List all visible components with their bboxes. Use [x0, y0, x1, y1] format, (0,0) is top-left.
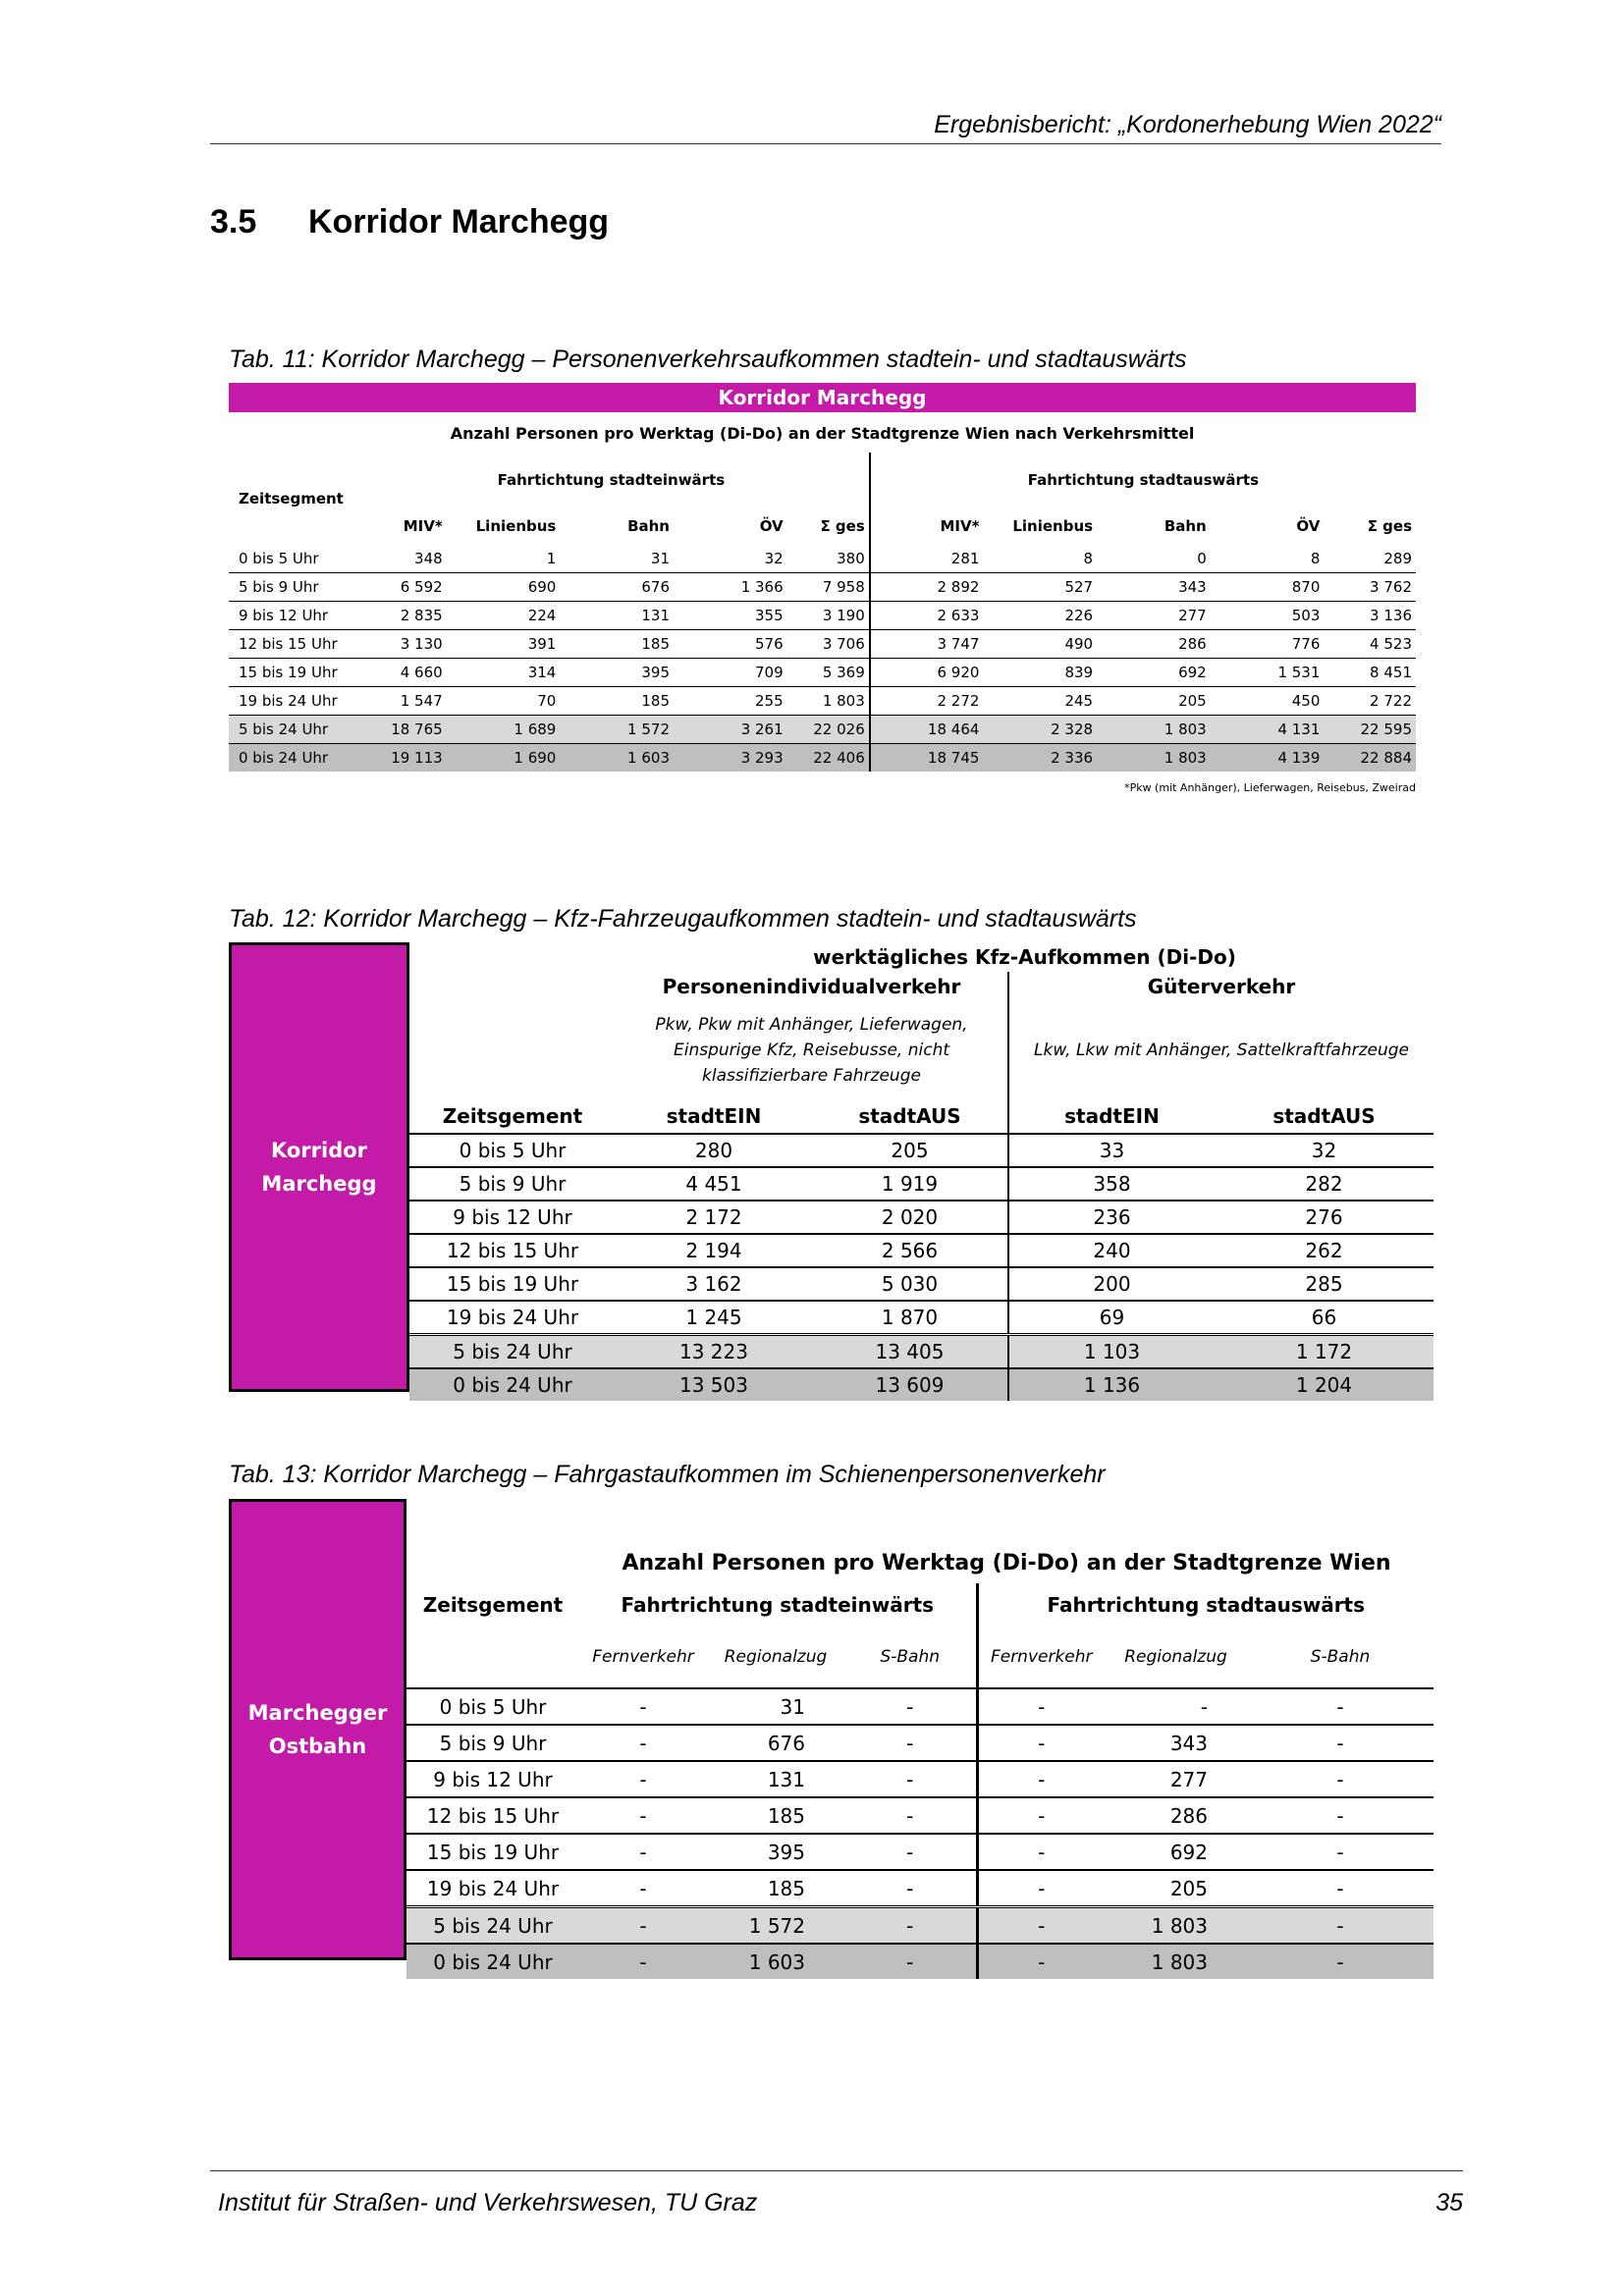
page-footer: [210, 2170, 1463, 2216]
table-11-row: [229, 545, 1416, 573]
table-13-row: [406, 1797, 1434, 1834]
table-11-cell: 2 722: [1324, 687, 1416, 716]
table-11-cell: 18 745: [870, 744, 984, 773]
table-12-col-header: stadtAUS: [1215, 1099, 1434, 1134]
table-11-row-label: 15 bis 19 Uhr: [229, 659, 353, 687]
table-12-cell: 2 194: [616, 1234, 812, 1267]
table-12-row: [409, 1167, 1434, 1201]
table-12-row-label: 5 bis 24 Uhr: [409, 1335, 616, 1369]
table-11-cell: 391: [447, 630, 561, 659]
table-11-dir-out: Fahrtichtung stadtauswärts: [1027, 471, 1260, 489]
table-11-cell: 1 366: [674, 573, 787, 602]
table-11-cell: 692: [1097, 659, 1211, 687]
table-13-cell: -: [579, 1834, 707, 1870]
table-13-row-label: 15 bis 19 Uhr: [406, 1834, 579, 1870]
table-12-grid: [409, 942, 1434, 1401]
table-13-cell: -: [844, 1944, 977, 1979]
table-13-cell: 1 603: [707, 1944, 844, 1979]
table-13-row-label: 5 bis 24 Uhr: [406, 1907, 579, 1945]
table-13-cell: -: [977, 1834, 1105, 1870]
table-11-row-label: 5 bis 24 Uhr: [229, 716, 353, 744]
table-13-cell: -: [977, 1907, 1105, 1945]
table-13-col-header: S-Bahn: [844, 1627, 977, 1688]
table-11-cell: 3 136: [1324, 602, 1416, 630]
table-13-cell: 343: [1105, 1725, 1247, 1761]
table-11-cell: 1 690: [447, 744, 561, 773]
table-13: [229, 1499, 1434, 1974]
table-11-col-header: Linienbus: [475, 517, 557, 535]
table-11-cell: 2 272: [870, 687, 984, 716]
table-13-cell: -: [1105, 1688, 1247, 1725]
table-11-cell: 18 464: [870, 716, 984, 744]
table-12-cell: 282: [1215, 1167, 1434, 1201]
table-11-col-header: MIV*: [403, 517, 443, 535]
table-11-cell: 343: [1097, 573, 1211, 602]
table-11-cell: 3 293: [674, 744, 787, 773]
table-11-cell: 32: [764, 550, 784, 567]
table-11-cell: 776: [1211, 630, 1325, 659]
table-13-cell: -: [579, 1688, 707, 1725]
table-12-cell: 13 405: [812, 1335, 1008, 1369]
table-13-cell: -: [977, 1688, 1105, 1725]
table-11-row-label: 0 bis 5 Uhr: [239, 550, 319, 567]
table-11-cell: 348: [414, 550, 443, 567]
table-12-row-label: 19 bis 24 Uhr: [409, 1301, 616, 1335]
table-13-cell: -: [844, 1907, 977, 1945]
table-13-row-label: 0 bis 24 Uhr: [406, 1944, 579, 1979]
table-11: [229, 383, 1416, 794]
table-11-cell: 22 595: [1324, 716, 1416, 744]
table-13-cell: 286: [1105, 1797, 1247, 1834]
table-13-cell: -: [844, 1725, 977, 1761]
table-13-caption: Tab. 13: Korridor Marchegg – Fahrgastaufkommen im Schienenpersonenverkehr: [229, 1461, 1106, 1488]
page-number: 35: [1435, 2189, 1463, 2216]
table-13-cell: -: [579, 1870, 707, 1907]
table-13-cell: -: [1247, 1907, 1434, 1945]
table-11-cell: 1 803: [1097, 716, 1211, 744]
table-12-cell: 1 245: [616, 1301, 812, 1335]
table-13-cell: 1 803: [1105, 1907, 1247, 1945]
table-13-cell: 1 572: [707, 1907, 844, 1945]
table-12-cell: 33: [1008, 1134, 1215, 1167]
table-11-dir-in: Fahrtichtung stadteinwärts: [353, 453, 870, 507]
table-11-row: [229, 744, 1416, 773]
table-13-cell: 31: [707, 1688, 844, 1725]
table-13-cell: -: [844, 1688, 977, 1725]
table-12-row-label: 5 bis 9 Uhr: [409, 1167, 616, 1201]
table-13-cell: 277: [1105, 1761, 1247, 1797]
table-12-col-header: stadtAUS: [812, 1099, 1008, 1134]
table-13-cell: -: [1247, 1944, 1434, 1979]
table-11-row-label: 5 bis 9 Uhr: [229, 573, 353, 602]
table-12-row-label: 9 bis 12 Uhr: [409, 1201, 616, 1234]
table-13-cell: -: [1247, 1725, 1434, 1761]
table-11-cell: 19 113: [353, 744, 447, 773]
table-13-cell: -: [579, 1725, 707, 1761]
table-11-cell: 1 531: [1211, 659, 1325, 687]
table-13-row: [406, 1761, 1434, 1797]
table-12-cell: 13 609: [812, 1368, 1008, 1401]
table-11-cell: 8: [1083, 550, 1094, 567]
table-11-cell: 490: [983, 630, 1097, 659]
table-13-cell: -: [579, 1907, 707, 1945]
table-11-caption: Tab. 11: Korridor Marchegg – Personenverkehrsaufkommen stadtein- und stadtauswärts: [229, 346, 1187, 373]
table-12-group-piv: Personenindividualverkehr: [616, 972, 1008, 1001]
table-12-row-label: 0 bis 24 Uhr: [409, 1368, 616, 1401]
table-12-cell: 280: [616, 1134, 812, 1167]
table-11-cell: 2 633: [870, 602, 984, 630]
table-13-row: [406, 1907, 1434, 1945]
table-11-cell: 8 451: [1324, 659, 1416, 687]
table-11-cell: 690: [447, 573, 561, 602]
table-13-cell: -: [977, 1870, 1105, 1907]
table-13-col-header: Fernverkehr: [579, 1627, 707, 1688]
table-13-cell: 692: [1105, 1834, 1247, 1870]
table-13-row: [406, 1944, 1434, 1979]
table-13-cell: -: [1247, 1834, 1434, 1870]
table-11-row-label: 19 bis 24 Uhr: [229, 687, 353, 716]
table-13-col-header: Fernverkehr: [977, 1627, 1105, 1688]
table-13-dir-out: Fahrtrichtung stadtauswärts: [1047, 1593, 1366, 1617]
table-13-cell: 205: [1105, 1870, 1247, 1907]
table-13-col-header: Regionalzug: [1105, 1627, 1247, 1688]
table-11-grid: [229, 453, 1416, 772]
table-11-cell: 576: [674, 630, 787, 659]
table-12-row: [409, 1201, 1434, 1234]
table-11-row-label: 12 bis 15 Uhr: [229, 630, 353, 659]
table-11-cell: 450: [1211, 687, 1325, 716]
table-11-cell: 22 026: [787, 716, 870, 744]
table-11-cell: 3 261: [674, 716, 787, 744]
table-11-cell: 1 803: [787, 687, 870, 716]
table-13-cell: -: [1247, 1688, 1434, 1725]
table-12-top-heading: werktägliches Kfz-Aufkommen (Di-Do): [813, 945, 1236, 969]
table-11-banner: Korridor Marchegg: [229, 383, 1416, 412]
table-13-cell: -: [977, 1797, 1105, 1834]
table-11-cell: 2 336: [983, 744, 1097, 773]
table-11-cell: 355: [674, 602, 787, 630]
table-11-row: [229, 573, 1416, 602]
table-11-cell: 4 660: [353, 659, 447, 687]
table-13-side-line1: Marchegger: [247, 1701, 388, 1725]
table-12-desc-piv: Pkw, Pkw mit Anhänger, Lieferwagen, Einspurige Kfz, Reisebusse, nicht klassifizierbare Fahrzeuge: [616, 1001, 1008, 1099]
table-11-cell: 18 765: [353, 716, 447, 744]
table-11-cell: 6 592: [353, 573, 447, 602]
table-11-cell: 7 958: [787, 573, 870, 602]
table-12-row: [409, 1134, 1434, 1167]
table-12-row-label: 0 bis 5 Uhr: [409, 1134, 616, 1167]
table-12-cell: 4 451: [616, 1167, 812, 1201]
table-13-row: [406, 1870, 1434, 1907]
table-11-row: [229, 687, 1416, 716]
table-13-title: Anzahl Personen pro Werktag (Di-Do) an der Stadtgrenze Wien: [622, 1551, 1391, 1575]
table-11-col-header: ÖV: [759, 517, 784, 535]
table-11-cell: 2 328: [983, 716, 1097, 744]
table-12-cell: 13 223: [616, 1335, 812, 1369]
table-13-cell: -: [844, 1870, 977, 1907]
table-11-cell: 185: [560, 687, 674, 716]
table-12-cell: 2 020: [812, 1201, 1008, 1234]
table-12-cell: 276: [1215, 1201, 1434, 1234]
table-12-cell: 2 172: [616, 1201, 812, 1234]
table-12-cell: 205: [812, 1134, 1008, 1167]
table-11-subtitle: Anzahl Personen pro Werktag (Di-Do) an der Stadtgrenze Wien nach Verkehrsmittel: [450, 424, 1195, 443]
table-11-cell: 676: [560, 573, 674, 602]
table-13-col-header: Regionalzug: [707, 1627, 844, 1688]
table-12-cell: 66: [1215, 1301, 1434, 1335]
table-12-cell: 2 566: [812, 1234, 1008, 1267]
table-11-cell: 1 572: [560, 716, 674, 744]
table-12-cell: 236: [1008, 1201, 1215, 1234]
table-13-col-header: S-Bahn: [1247, 1627, 1434, 1688]
table-13-cell: 1 803: [1105, 1944, 1247, 1979]
table-13-cell: -: [579, 1761, 707, 1797]
table-13-cell: -: [977, 1725, 1105, 1761]
table-11-col-header: Linienbus: [1012, 517, 1094, 535]
table-12-row-label: 12 bis 15 Uhr: [409, 1234, 616, 1267]
table-11-cell: 380: [787, 545, 870, 573]
table-11-cell: 289: [1383, 550, 1412, 567]
table-12-cell: 1 204: [1215, 1368, 1434, 1401]
table-13-cell: -: [977, 1761, 1105, 1797]
table-12: [229, 942, 1434, 1397]
table-11-cell: 1 547: [353, 687, 447, 716]
table-11-row: [229, 659, 1416, 687]
table-11-cell: 1: [546, 550, 557, 567]
table-11-row-label: 0 bis 24 Uhr: [229, 744, 353, 773]
table-13-cell: -: [579, 1797, 707, 1834]
table-11-cell: 3 706: [787, 630, 870, 659]
table-12-row: [409, 1267, 1434, 1301]
table-13-row: [406, 1834, 1434, 1870]
table-13-cell: -: [1247, 1797, 1434, 1834]
table-11-cell: 205: [1097, 687, 1211, 716]
table-12-cell: 1 172: [1215, 1335, 1434, 1369]
table-11-cell: 185: [560, 630, 674, 659]
table-11-cell: 131: [560, 602, 674, 630]
table-11-row-label: 9 bis 12 Uhr: [229, 602, 353, 630]
table-11-cell: 870: [1211, 573, 1325, 602]
section-heading: [210, 203, 609, 241]
section-number: 3.5: [210, 203, 257, 240]
table-13-grid: [406, 1499, 1434, 1979]
table-11-cell: 224: [447, 602, 561, 630]
table-12-cell: 69: [1008, 1301, 1215, 1335]
table-11-cell: 503: [1211, 602, 1325, 630]
section-title: Korridor Marchegg: [308, 203, 610, 240]
table-11-cell: 245: [983, 687, 1097, 716]
table-11-cell: 3 190: [787, 602, 870, 630]
table-11-cell: 314: [447, 659, 561, 687]
table-11-cell: 226: [983, 602, 1097, 630]
table-11-cell: 4 523: [1324, 630, 1416, 659]
table-13-cell: 185: [707, 1870, 844, 1907]
table-12-col-header: stadtEIN: [616, 1099, 812, 1134]
table-13-cell: -: [579, 1944, 707, 1979]
table-12-side-label: [229, 942, 409, 1392]
footer-institute: Institut für Straßen- und Verkehrswesen, TU Graz: [218, 2189, 758, 2216]
table-13-cell: -: [1247, 1761, 1434, 1797]
table-11-cell: 1 803: [1097, 744, 1211, 773]
table-11-cell: 2 835: [353, 602, 447, 630]
table-12-cell: 5 030: [812, 1267, 1008, 1301]
table-12-segment-label: Zeitsgement: [409, 1099, 616, 1134]
table-11-col-header: Bahn: [627, 517, 670, 535]
table-13-cell: -: [844, 1834, 977, 1870]
table-12-side-line1: Korridor: [270, 1139, 368, 1162]
table-13-cell: -: [1247, 1870, 1434, 1907]
table-11-cell: 6 920: [870, 659, 984, 687]
table-11-col-header: MIV*: [940, 517, 980, 535]
table-12-cell: 285: [1215, 1267, 1434, 1301]
table-13-row-label: 12 bis 15 Uhr: [406, 1797, 579, 1834]
table-12-cell: 240: [1008, 1234, 1215, 1267]
table-11-segment-label: Zeitsegment: [239, 490, 344, 507]
table-11-cell: 5 369: [787, 659, 870, 687]
table-13-col-spacer: [406, 1627, 579, 1688]
table-12-row: [409, 1234, 1434, 1267]
table-11-cell: 709: [674, 659, 787, 687]
table-12-row: [409, 1301, 1434, 1335]
table-11-cell: 31: [650, 550, 670, 567]
table-13-cell: 185: [707, 1797, 844, 1834]
table-12-cell: 13 503: [616, 1368, 812, 1401]
table-11-cell: 22 406: [787, 744, 870, 773]
table-11-cell: 4 139: [1211, 744, 1325, 773]
table-12-group-gv: Güterverkehr: [1147, 975, 1296, 998]
table-13-row: [406, 1725, 1434, 1761]
table-12-side-line2: Marchegg: [261, 1172, 377, 1196]
page-header: Ergebnisbericht: „Kordonerhebung Wien 2022“: [210, 110, 1441, 144]
table-12-desc-gv: Lkw, Lkw mit Anhänger, Sattelkraftfahrzeuge: [1034, 1041, 1409, 1060]
table-13-row-label: 0 bis 5 Uhr: [406, 1688, 579, 1725]
table-12-cell: 32: [1215, 1134, 1434, 1167]
table-13-cell: -: [977, 1944, 1105, 1979]
table-13-side-label: [229, 1499, 406, 1960]
table-12-row-label: 15 bis 19 Uhr: [409, 1267, 616, 1301]
table-11-cell: 0: [1197, 550, 1207, 567]
table-11-col-header: Σ ges: [787, 507, 870, 545]
table-11-cell: 281: [950, 550, 980, 567]
table-12-cell: 200: [1008, 1267, 1215, 1301]
table-11-col-header: ÖV: [1296, 517, 1321, 535]
table-13-row-label: 9 bis 12 Uhr: [406, 1761, 579, 1797]
table-11-cell: 1 603: [560, 744, 674, 773]
table-11-cell: 3 747: [870, 630, 984, 659]
table-13-row: [406, 1688, 1434, 1725]
table-13-dir-in: Fahrtrichtung stadteinwärts: [579, 1583, 977, 1627]
table-12-caption: Tab. 12: Korridor Marchegg – Kfz-Fahrzeugaufkommen stadtein- und stadtauswärts: [229, 905, 1137, 933]
table-12-cell: 1 136: [1008, 1368, 1215, 1401]
table-13-cell: -: [844, 1797, 977, 1834]
table-13-cell: 395: [707, 1834, 844, 1870]
table-11-col-header: Bahn: [1164, 517, 1207, 535]
table-13-segment-label: Zeitsgement: [422, 1593, 564, 1617]
table-12-row: [409, 1368, 1434, 1401]
table-12-cell: 262: [1215, 1234, 1434, 1267]
table-11-footnote: *Pkw (mit Anhänger), Lieferwagen, Reisebus, Zweirad: [1124, 781, 1416, 794]
table-11-col-header: Σ ges: [1367, 517, 1412, 535]
table-11-cell: 22 884: [1324, 744, 1416, 773]
table-11-row: [229, 716, 1416, 744]
table-13-cell: -: [844, 1761, 977, 1797]
table-11-cell: 1 689: [447, 716, 561, 744]
table-11-cell: 70: [447, 687, 561, 716]
table-11-cell: 4 131: [1211, 716, 1325, 744]
table-13-cell: 676: [707, 1725, 844, 1761]
table-12-cell: 1 919: [812, 1167, 1008, 1201]
table-11-cell: 2 892: [870, 573, 984, 602]
table-12-cell: 1 870: [812, 1301, 1008, 1335]
table-12-cell: 1 103: [1008, 1335, 1215, 1369]
table-11-row: [229, 630, 1416, 659]
table-12-cell: 358: [1008, 1167, 1215, 1201]
table-12-col-header: stadtEIN: [1008, 1099, 1215, 1134]
table-12-row: [409, 1335, 1434, 1369]
table-11-cell: 3 762: [1324, 573, 1416, 602]
table-11-cell: 527: [983, 573, 1097, 602]
table-13-row-label: 5 bis 9 Uhr: [406, 1725, 579, 1761]
table-11-cell: 286: [1097, 630, 1211, 659]
table-11-cell: 3 130: [353, 630, 447, 659]
table-11-cell: 255: [674, 687, 787, 716]
table-11-row: [229, 602, 1416, 630]
table-11-cell: 839: [983, 659, 1097, 687]
table-13-cell: 131: [707, 1761, 844, 1797]
table-13-row-label: 19 bis 24 Uhr: [406, 1870, 579, 1907]
table-12-cell: 3 162: [616, 1267, 812, 1301]
table-11-cell: 8: [1310, 550, 1321, 567]
table-11-cell: 395: [560, 659, 674, 687]
table-11-cell: 277: [1097, 602, 1211, 630]
table-13-side-line2: Ostbahn: [268, 1735, 367, 1758]
